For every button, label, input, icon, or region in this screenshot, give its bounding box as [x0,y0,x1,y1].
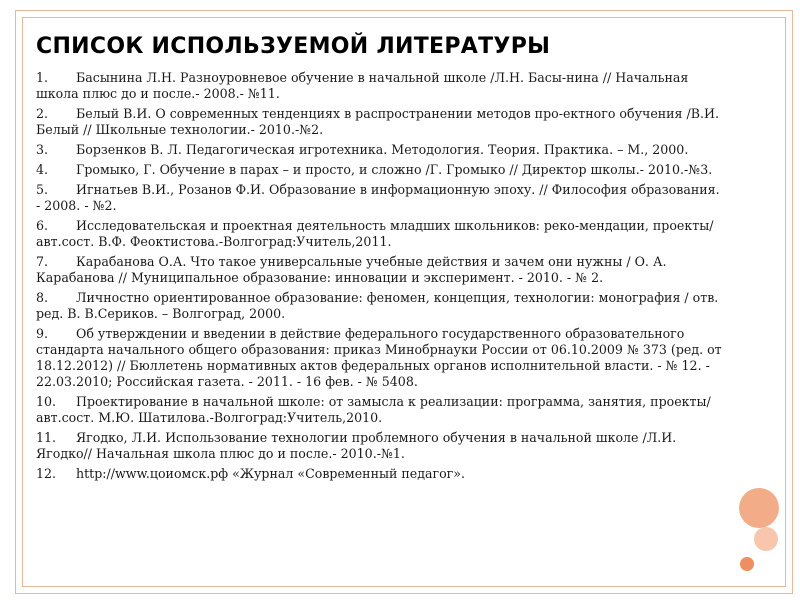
decorative-circle-medium [754,527,778,551]
reference-number: 7. [36,254,49,269]
reference-item [36,326,726,390]
reference-text: Борзенков В. Л. Педагогическая игротехника. Методология. Теория. Практика. – М., 2000. [76,142,689,157]
decorative-circle-large [739,488,779,528]
reference-number: 9. [36,326,49,341]
reference-number: 2. [36,106,49,121]
reference-text: Об утверждении и введении в действие федерального государственного образовательного стандарта начального общего образования: приказ Минобрнауки России от 06.10.2009 № 373 (ред. от 18.12.2012) // Бюллетень нормативных актов федеральных органов исполнительной власти. - № 12. - 22.03.2010; Российская газета. - 2011. - 16 фев. - № 5408. [36,326,722,389]
reference-number: 1. [36,70,49,85]
reference-number: 12. [36,466,57,481]
slide-content [36,34,726,486]
reference-number: 4. [36,162,49,177]
reference-number: 11. [36,430,57,445]
reference-number: 5. [36,182,49,197]
reference-text: Игнатьев В.И., Розанов Ф.И. Образование в информационную эпоху. // Философия образования. - 2008. - №2. [36,182,720,213]
page-title: СПИСОК ИСПОЛЬЗУЕМОЙ ЛИТЕРАТУРЫ [36,34,551,59]
reference-number: 3. [36,142,49,157]
reference-item [36,290,726,322]
reference-number: 6. [36,218,49,233]
reference-list [36,70,726,482]
reference-text: Карабанова О.А. Что такое универсальные учебные действия и зачем они нужны / О. А. Карабанова // Муниципальное образование: инновации и эксперимент. - 2010. - № 2. [36,254,667,285]
decorative-circle-small [740,557,754,571]
reference-item [36,106,726,138]
reference-item [36,70,726,102]
reference-text: Личностно ориентированное образование: феномен, концепция, технологии: монография / отв. ред. В. В.Сериков. – Волгоград, 2000. [36,290,719,321]
reference-link-text[interactable]: http://www.цоиомск.рф «Журнал «Современный педагог». [76,466,465,481]
reference-text: Исследовательская и проектная деятельность младших школьников: реко-мендации, проекты/авт.сост. В.Ф. Феоктистова.-Волгоград:Учитель,2011. [36,218,714,249]
reference-number: 8. [36,290,49,305]
reference-text: Ягодко, Л.И. Использование технологии проблемного обучения в начальной школе /Л.И. Ягодко// Начальная школа плюс до и после.- 2010.-№1. [36,430,677,461]
reference-text: Проектирование в начальной школе: от замысла к реализации: программа, занятия, проекты/ авт.сост. М.Ю. Шатилова.-Волгоград:Учитель,2010. [36,394,711,425]
reference-item [36,430,726,462]
reference-item [36,162,726,178]
reference-item [36,218,726,250]
reference-item [36,254,726,286]
reference-text: Басынина Л.Н. Разноуровневое обучение в начальной школе /Л.Н. Басы-нина // Начальная школа плюс до и после.- 2008.- №11. [36,70,689,101]
reference-item [36,394,726,426]
reference-item [36,182,726,214]
reference-text: Громыко, Г. Обучение в парах – и просто, и сложно /Г. Громыко // Директор школы.- 2010.-№3. [76,162,713,177]
reference-item [36,142,726,158]
reference-text: Белый В.И. О современных тенденциях в распространении методов про-ектного обучения /В.И. Белый // Школьные технологии.- 2010.-№2. [36,106,719,137]
reference-item [36,466,726,482]
reference-number: 10. [36,394,57,409]
